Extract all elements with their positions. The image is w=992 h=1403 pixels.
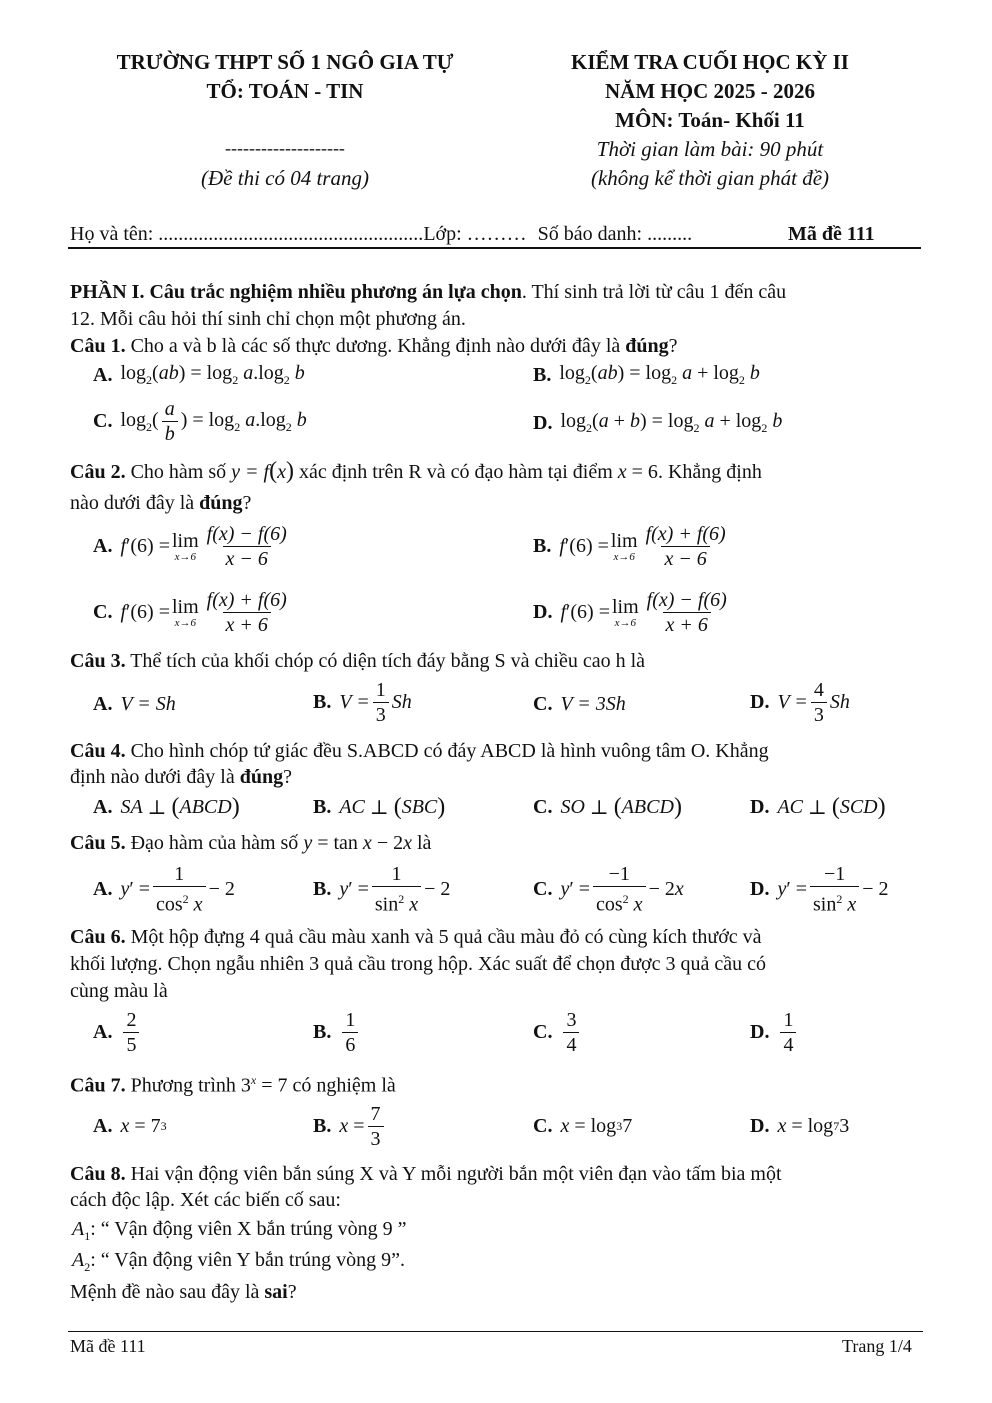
q2-option-c[interactable]: C. f ′(6) = lim x→6 $\frac{f(x) + f(6)}{x + 6}$ <box>93 589 287 636</box>
q4-option-b[interactable]: B. AC ⊥ ( SBC ) <box>313 794 446 820</box>
q6-option-c[interactable]: C. $\frac{3}{4}$ <box>533 1008 582 1057</box>
q2-option-a[interactable]: A. f ′(6) = lim x→6 $\frac{f(x) - f(6)}{x - 6}$ <box>93 523 287 570</box>
question-1: Câu 1. Cho a và b là các số thực dương. Khẳng định nào dưới đây là đúng? <box>70 335 678 357</box>
q2-option-d[interactable]: D. f ′(6) = lim x→6 $\frac{f(x) - f(6)}{x + 6}$ <box>533 589 727 636</box>
question-6-line3: cùng màu là <box>70 980 168 1002</box>
question-2: Câu 2. Cho hàm số y = f(x) xác định trên R và có đạo hàm tại điểm x = 6. Khẳng định <box>70 458 762 484</box>
q5-option-b[interactable]: B. y ′ = $\frac{1}{\sin^2 x}$ − 2 <box>313 863 451 916</box>
q3-option-a[interactable]: A. V = Sh <box>93 693 176 715</box>
header-dashes: -------------------- <box>225 138 345 158</box>
question-8-line5: Mệnh đề nào sau đây là sai? <box>70 1281 297 1303</box>
q6-option-b[interactable]: B. $\frac{1}{6}$ <box>313 1008 361 1057</box>
q6-option-d[interactable]: D. $\frac{1}{4}$ <box>750 1008 799 1057</box>
school-name: TRƯỜNG THPT SỐ 1 NGÔ GIA TỰ <box>116 50 454 74</box>
question-7: Câu 7. Phương trình $3^x = 7$ có nghiệm là <box>70 1073 396 1097</box>
q5-option-a[interactable]: A. y ′ = $\frac{1}{\cos^2 x}$ − 2 <box>93 863 235 916</box>
q4-option-c[interactable]: C. SO ⊥ ( ABCD ) <box>533 794 682 820</box>
time-limit: Thời gian làm bài: 90 phút <box>596 137 824 161</box>
q3-option-b[interactable]: B. V = $\frac{1}{3}$ Sh <box>313 679 412 726</box>
q7-option-d[interactable]: D. x = log 7 3 <box>750 1115 850 1137</box>
q3-option-c[interactable]: C. V = 3Sh <box>533 693 626 715</box>
q7-option-b[interactable]: B. x = $\frac{7}{3}$ <box>313 1102 387 1151</box>
pages-note: (Đề thi có 04 trang) <box>201 166 369 190</box>
q1-option-d[interactable]: D. $\log_2(a + b) = \log_2 a + \log_2 b$ <box>533 410 783 435</box>
q7-option-c[interactable]: C. x = log 3 7 <box>533 1115 633 1137</box>
sbd-label: Số báo danh: ......... <box>537 223 693 245</box>
q5-option-d[interactable]: D. y ′ = $\frac{-1}{\sin^2 x}$ − 2 <box>750 863 889 916</box>
question-8-line2: cách độc lập. Xét các biến cố sau: <box>70 1189 341 1211</box>
q7-option-a[interactable]: A. x = 7 3 <box>93 1115 167 1137</box>
class-label: Lớp: ……… <box>423 223 527 245</box>
time-note: (không kể thời gian phát đề) <box>590 166 830 190</box>
question-4: Câu 4. Cho hình chóp tứ giác đều S.ABCD có đáy ABCD là hình vuông tâm O. Khẳng <box>70 740 769 762</box>
q1-option-c[interactable]: C. $\log_2$( $\frac{a}{b}$ ) = $\log_2 a.\log_2$ b <box>93 398 307 445</box>
q3-option-d[interactable]: D. V = $\frac{4}{3}$ Sh <box>750 679 850 726</box>
question-4-line2: định nào dưới đây là đúng? <box>70 766 292 788</box>
q1-option-b[interactable]: B. $\log_2(ab) = \log_2 a + \log_2 b$ <box>533 362 760 387</box>
footer-page-number: Trang 1/4 <box>842 1336 912 1356</box>
part1-desc: 12. Mỗi câu hỏi thí sinh chỉ chọn một phương án. <box>70 308 466 330</box>
group-name: TỔ: TOÁN - TIN <box>206 79 364 103</box>
question-2-line2: nào dưới đây là đúng? <box>70 492 252 514</box>
exam-title: KIỂM TRA CUỐI HỌC KỲ II <box>571 50 849 74</box>
question-6-line2: khối lượng. Chọn ngẫu nhiên 3 quả cầu trong hộp. Xác suất để chọn được 3 quả cầu có <box>70 953 766 975</box>
q1-option-a[interactable]: A. $\log_2(ab) = \log_2 a.\log_2$ b <box>93 362 305 387</box>
part1-heading: PHẦN I. Câu trắc nghiệm nhiều phương án lựa chọn. Thí sinh trả lời từ câu 1 đến câu <box>70 281 787 303</box>
footer-divider <box>68 1331 923 1332</box>
event-a2: $A_2$: “ Vận động viên Y bắn trúng vòng 9”. <box>72 1249 405 1274</box>
exam-code: Mã đề 111 <box>788 223 875 245</box>
name-label: Họ và tên: ..................................................... <box>70 223 424 245</box>
question-8: Câu 8. Hai vận động viên bắn súng X và Y mỗi người bắn một viên đạn vào tấm bia một <box>70 1163 782 1185</box>
q2-option-b[interactable]: B. f ′(6) = lim x→6 $\frac{f(x) + f(6)}{x - 6}$ <box>533 523 726 570</box>
footer-exam-code: Mã đề 111 <box>70 1336 146 1356</box>
student-name-field <box>70 223 692 246</box>
question-6: Câu 6. Một hộp đựng 4 quả cầu màu xanh và 5 quả cầu màu đỏ có cùng kích thước và <box>70 926 762 948</box>
q4-option-d[interactable]: D. AC ⊥ ( SCD ) <box>750 794 886 820</box>
event-a1: $A_1$: “ Vận động viên X bắn trúng vòng 9 ” <box>72 1218 407 1243</box>
q4-option-a[interactable]: A. SA ⊥ ( ABCD ) <box>93 794 240 820</box>
q6-option-a[interactable]: A. $\frac{2}{5}$ <box>93 1008 142 1057</box>
subject: MÔN: Toán- Khối 11 <box>615 108 805 132</box>
question-5: Câu 5. Đạo hàm của hàm số y = tan x − 2x là <box>70 832 432 854</box>
question-3: Câu 3. Thể tích của khối chóp có diện tích đáy bằng S và chiều cao h là <box>70 650 646 672</box>
q5-option-c[interactable]: C. y ′ = $\frac{-1}{\cos^2 x}$ − 2 x <box>533 863 684 916</box>
header-divider <box>68 247 921 249</box>
school-year: NĂM HỌC 2025 - 2026 <box>605 79 815 103</box>
